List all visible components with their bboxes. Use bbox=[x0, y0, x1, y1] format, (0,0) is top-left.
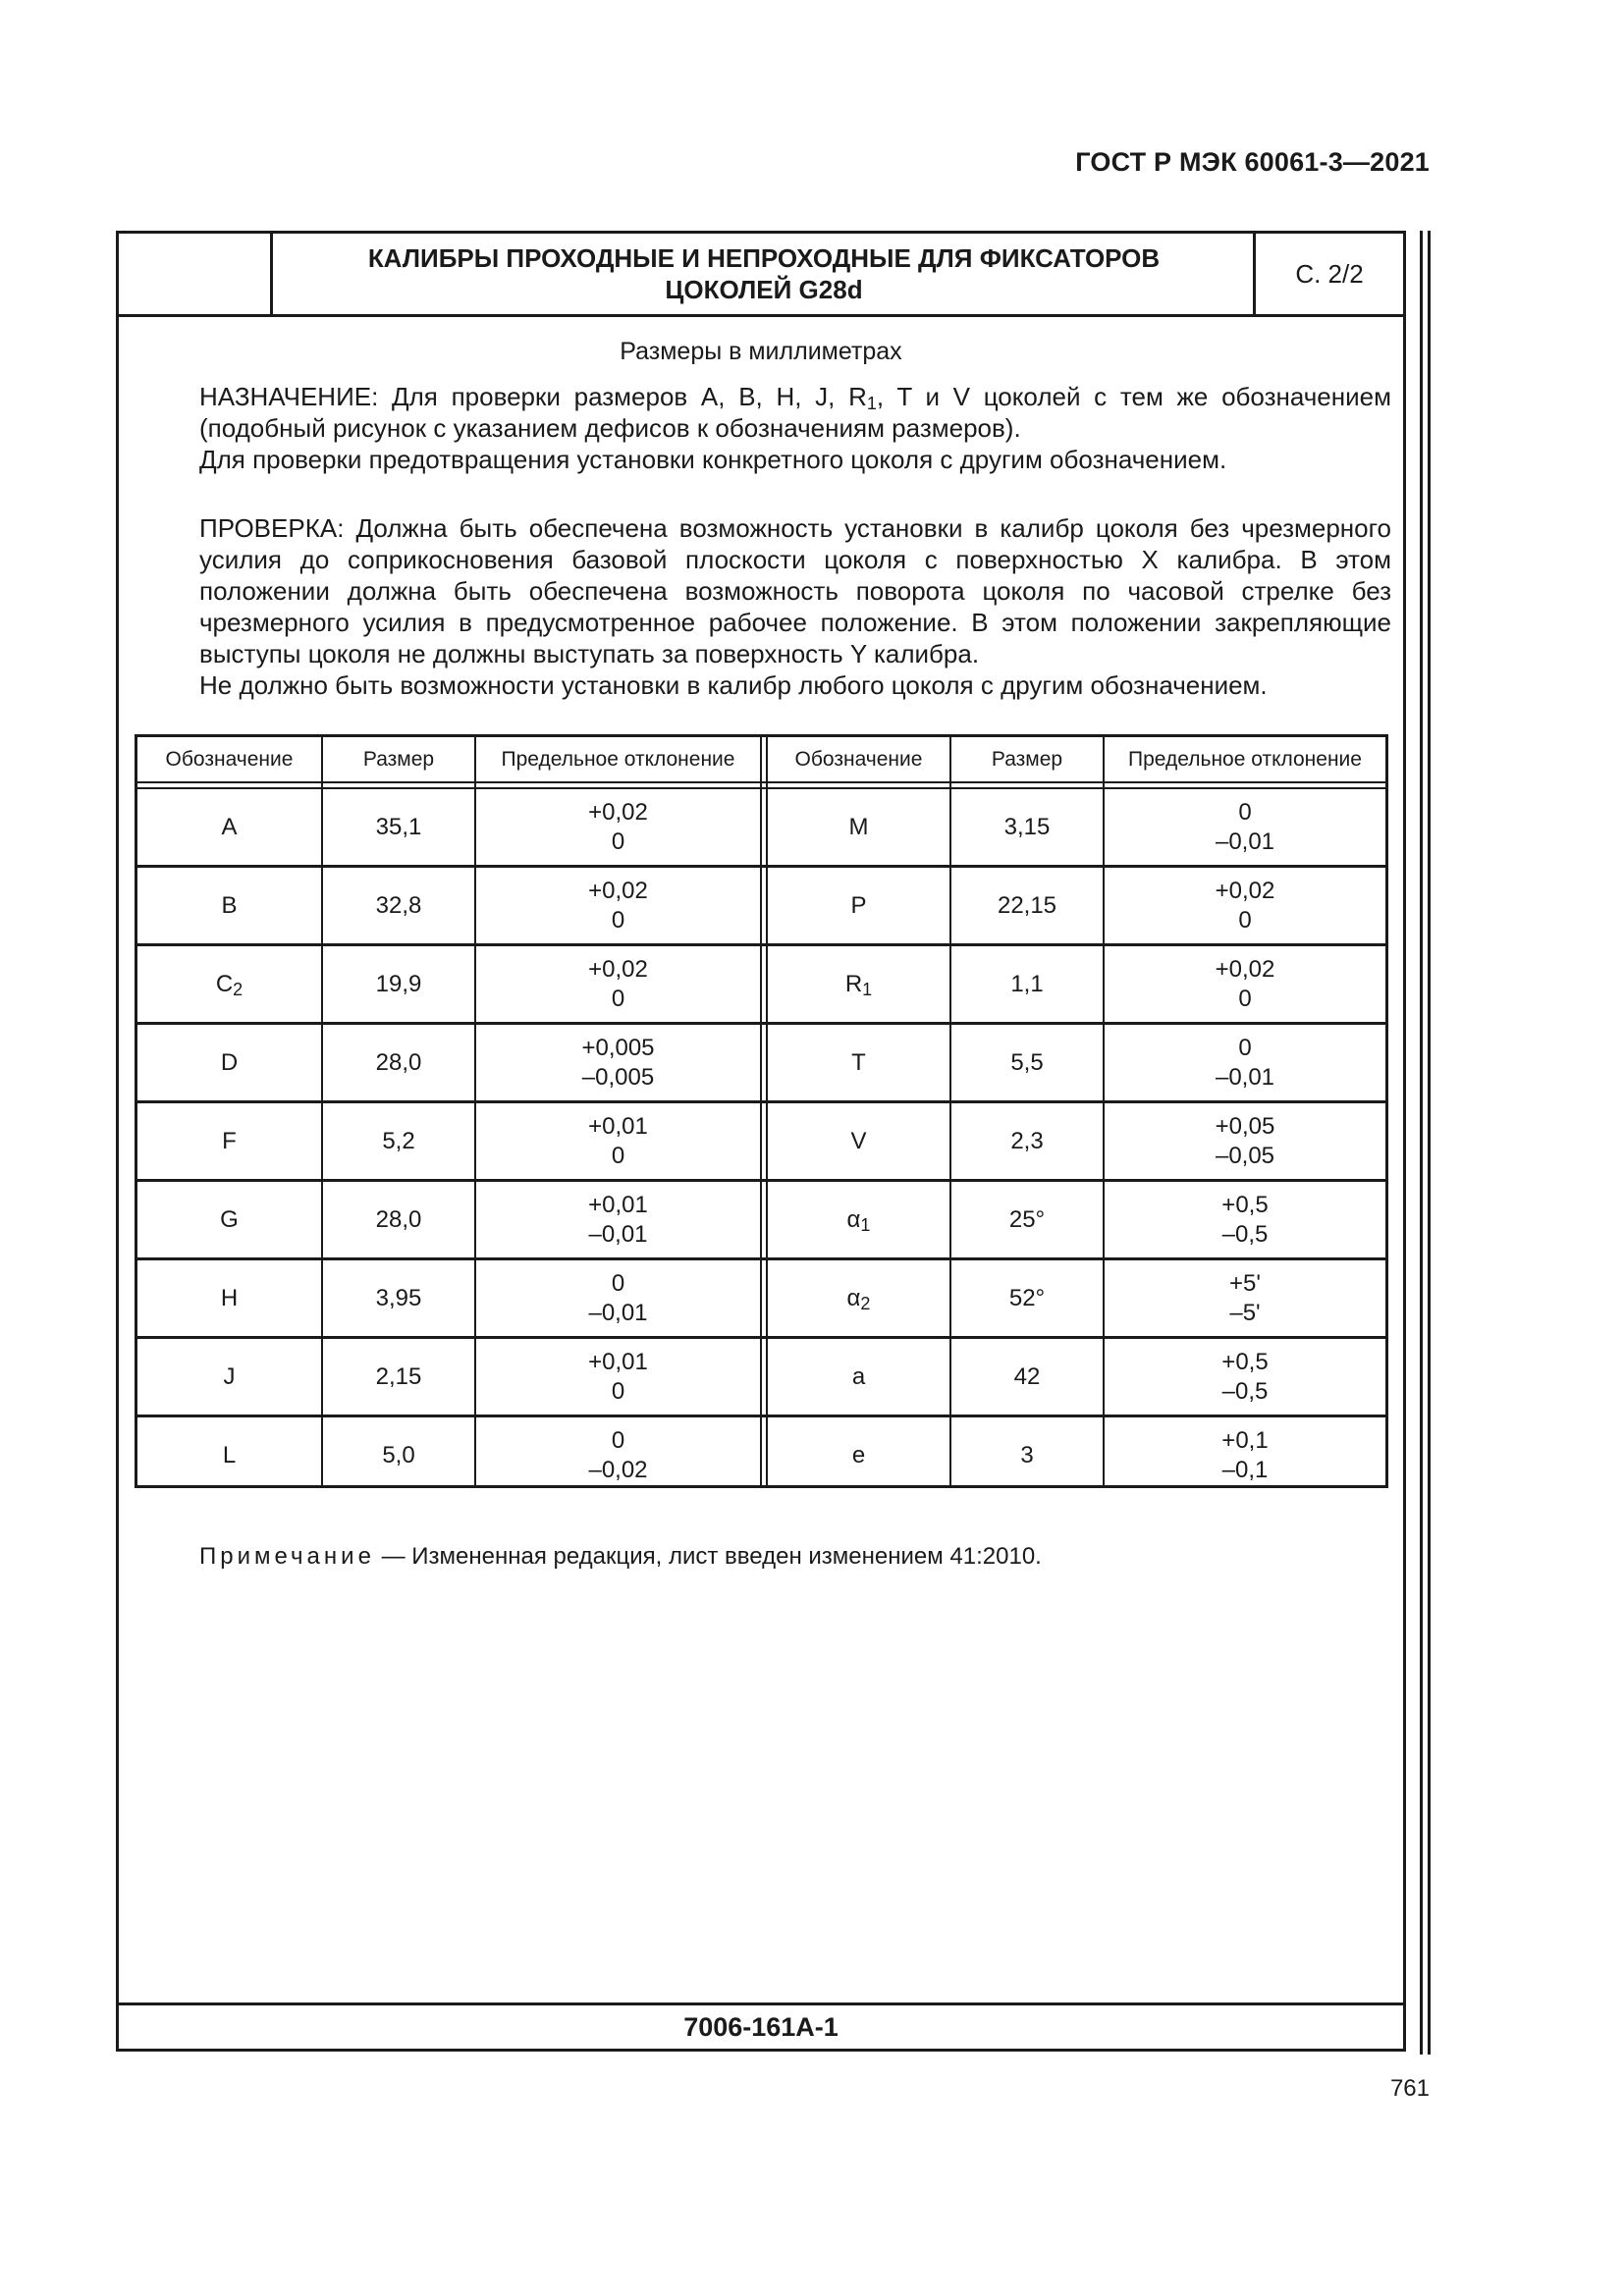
size-cell: 2,3 bbox=[1010, 1127, 1044, 1154]
header-designation: Обозначение bbox=[165, 747, 294, 771]
designation-symbol: L bbox=[222, 1441, 237, 1468]
tolerance-lower: 0 bbox=[1238, 985, 1252, 1012]
sheet-footer-code: 7006-161A-1 bbox=[119, 2002, 1403, 2049]
size-cell: 32,8 bbox=[375, 891, 422, 919]
note-text: — Измененная редакция, лист введен изменением 41:2010. bbox=[374, 1543, 1042, 1570]
designation-symbol: M bbox=[848, 813, 869, 840]
tolerance-cell bbox=[476, 946, 760, 1022]
tolerance-cell bbox=[476, 868, 760, 943]
tolerance-lower: –0,1 bbox=[1221, 1456, 1269, 1483]
tolerance-upper: 0 bbox=[611, 1426, 625, 1454]
designation-cell bbox=[768, 946, 949, 1022]
designation-cell bbox=[137, 1182, 321, 1257]
designation-symbol: α bbox=[846, 1205, 861, 1233]
tolerance-cell bbox=[1105, 1260, 1385, 1336]
dimensions-table bbox=[135, 734, 1388, 1488]
designation-symbol: H bbox=[220, 1284, 239, 1311]
designation-symbol: B bbox=[221, 891, 238, 919]
note bbox=[199, 1543, 1042, 1571]
tolerance-lower: 0 bbox=[611, 1377, 625, 1405]
tolerance-lower: –0,005 bbox=[581, 1063, 655, 1091]
tolerance-cell bbox=[1105, 1182, 1385, 1257]
tolerance-lower: 0 bbox=[611, 906, 625, 934]
tolerance-upper: +0,01 bbox=[588, 1348, 648, 1375]
size-cell: 28,0 bbox=[375, 1205, 422, 1233]
tolerance-cell bbox=[1105, 1025, 1385, 1100]
tolerance-upper: +0,05 bbox=[1215, 1112, 1275, 1140]
designation-symbol: A bbox=[221, 813, 238, 840]
purpose-paragraph: НАЗНАЧЕНИЕ: Для проверки размеров A, B, H, J, $R_1$, T и V цоколей с тем же обозначением (подобный рисунок с указанием дефисов к обозначениям размеров). bbox=[199, 382, 1391, 443]
check-section bbox=[133, 512, 1391, 701]
tolerance-upper: 0 bbox=[1238, 798, 1252, 826]
designation-symbol: C bbox=[215, 970, 234, 997]
size-cell: 3,15 bbox=[1003, 813, 1051, 840]
purpose-paragraph-2: Для проверки предотвращения установки конкретного цоколя с другим обозначением. bbox=[199, 445, 1227, 474]
tolerance-cell bbox=[1105, 868, 1385, 943]
tolerance-upper: +0,005 bbox=[581, 1034, 655, 1061]
tolerance-upper: +0,02 bbox=[588, 955, 648, 983]
tolerance-lower: –0,5 bbox=[1221, 1377, 1269, 1405]
tolerance-cell bbox=[476, 789, 760, 865]
sheet-title-line1: КАЛИБРЫ ПРОХОДНЫЕ И НЕПРОХОДНЫЕ ДЛЯ ФИКСАТОРОВ bbox=[367, 243, 1161, 273]
designation-cell bbox=[137, 1260, 321, 1336]
sheet-number: С. 2/2 bbox=[1253, 234, 1403, 314]
tolerance-lower: –0,01 bbox=[1215, 828, 1275, 855]
size-cell: 3,95 bbox=[375, 1284, 422, 1311]
tolerance-upper: 0 bbox=[611, 1269, 625, 1297]
tolerance-lower: –0,01 bbox=[1215, 1063, 1275, 1091]
size-cell: 3 bbox=[1020, 1441, 1034, 1468]
designation-symbol: G bbox=[220, 1205, 239, 1233]
tolerance-cell bbox=[1105, 946, 1385, 1022]
tolerance-cell bbox=[1105, 1103, 1385, 1179]
purpose-section bbox=[133, 381, 1391, 475]
size-cell: 28,0 bbox=[375, 1048, 422, 1076]
tolerance-lower: –0,05 bbox=[1215, 1142, 1275, 1169]
tolerance-cell bbox=[1105, 1417, 1385, 1493]
tolerance-upper: 0 bbox=[1238, 1034, 1252, 1061]
designation-subscript: 2 bbox=[233, 979, 244, 999]
size-cell: 1,1 bbox=[1010, 970, 1044, 997]
designation-subscript: 1 bbox=[860, 1214, 871, 1235]
size-cell: 22,15 bbox=[997, 891, 1057, 919]
tolerance-lower: 0 bbox=[1238, 906, 1252, 934]
check-paragraph-2: Не должно быть возможности установки в калибр любого цоколя с другим обозначением. bbox=[199, 670, 1268, 700]
frame-side-line bbox=[1420, 231, 1423, 2055]
designation-symbol: α bbox=[846, 1284, 861, 1311]
designation-cell bbox=[768, 1182, 949, 1257]
title-block bbox=[119, 234, 1403, 317]
designation-cell bbox=[137, 1103, 321, 1179]
designation-cell bbox=[137, 946, 321, 1022]
tolerance-upper: +0,02 bbox=[588, 798, 648, 826]
designation-cell bbox=[137, 868, 321, 943]
sheet-title bbox=[273, 234, 1255, 314]
tolerance-upper: +0,5 bbox=[1221, 1191, 1269, 1218]
size-cell: 42 bbox=[1013, 1362, 1041, 1390]
size-cell: 5,0 bbox=[382, 1441, 415, 1468]
designation-symbol: R bbox=[844, 970, 863, 997]
header-designation-2: Обозначение bbox=[794, 747, 923, 771]
designation-symbol: P bbox=[850, 891, 867, 919]
designation-cell bbox=[768, 1103, 949, 1179]
tolerance-cell bbox=[476, 1339, 760, 1415]
designation-subscript: 2 bbox=[860, 1293, 871, 1313]
tolerance-upper: +0,5 bbox=[1221, 1348, 1269, 1375]
tolerance-cell bbox=[476, 1103, 760, 1179]
designation-cell bbox=[137, 1025, 321, 1100]
tolerance-cell bbox=[476, 1025, 760, 1100]
tolerance-lower: –0,01 bbox=[588, 1299, 648, 1326]
designation-symbol: e bbox=[851, 1441, 866, 1468]
designation-symbol: D bbox=[220, 1048, 239, 1076]
designation-symbol: J bbox=[223, 1362, 236, 1390]
tolerance-lower: –0,02 bbox=[588, 1456, 648, 1483]
tolerance-cell bbox=[476, 1260, 760, 1336]
designation-cell bbox=[137, 789, 321, 865]
tolerance-lower: –5' bbox=[1229, 1299, 1261, 1326]
designation-cell bbox=[768, 1339, 949, 1415]
sheet-title-line2: ЦОКОЛЕЙ G28d bbox=[665, 275, 863, 304]
tolerance-lower: –0,01 bbox=[588, 1220, 648, 1248]
title-block-blank-cell bbox=[119, 234, 273, 314]
size-cell: 5,5 bbox=[1010, 1048, 1044, 1076]
tolerance-upper: +0,02 bbox=[1215, 955, 1275, 983]
tolerance-cell bbox=[1105, 1339, 1385, 1415]
tolerance-upper: +0,02 bbox=[1215, 877, 1275, 904]
tolerance-upper: +0,01 bbox=[588, 1112, 648, 1140]
designation-cell bbox=[768, 868, 949, 943]
designation-cell bbox=[768, 1025, 949, 1100]
tolerance-cell bbox=[1105, 789, 1385, 865]
designation-cell bbox=[137, 1339, 321, 1415]
note-label: Примечание bbox=[199, 1543, 375, 1570]
tolerance-upper: +0,1 bbox=[1221, 1426, 1269, 1454]
page-number: 761 bbox=[1389, 2075, 1430, 2102]
size-cell: 19,9 bbox=[375, 970, 422, 997]
header-size: Размер bbox=[362, 747, 435, 771]
designation-symbol: V bbox=[850, 1127, 867, 1154]
size-cell: 52° bbox=[1008, 1284, 1046, 1311]
tolerance-upper: +0,01 bbox=[588, 1191, 648, 1218]
designation-cell bbox=[768, 1260, 949, 1336]
header-tolerance: Предельное отклонение bbox=[501, 747, 735, 771]
header-size-2: Размер bbox=[991, 747, 1063, 771]
header-tolerance-2: Предельное отклонение bbox=[1128, 747, 1362, 771]
designation-cell bbox=[768, 789, 949, 865]
document-code: ГОСТ Р МЭК 60061-3—2021 bbox=[1075, 147, 1430, 177]
tolerance-cell bbox=[476, 1182, 760, 1257]
tolerance-cell bbox=[476, 1417, 760, 1493]
tolerance-upper: +5' bbox=[1229, 1269, 1261, 1297]
tolerance-lower: 0 bbox=[611, 828, 625, 855]
tolerance-lower: 0 bbox=[611, 985, 625, 1012]
frame-side-line bbox=[1428, 231, 1431, 2055]
designation-symbol: F bbox=[222, 1127, 237, 1154]
tolerance-lower: –0,5 bbox=[1221, 1220, 1269, 1248]
tolerance-upper: +0,02 bbox=[588, 877, 648, 904]
check-paragraph: ПРОВЕРКА: Должна быть обеспечена возможность установки в калибр цоколя без чрезмерного усилия до соприкосновения базовой плоскости цоколя с поверхностью X калибра. В этом положении должна быть обеспечена возможность поворота цоколя по часовой стрелке без чрезмерного усилия в предусмотренное рабочее положение. В этом положении закрепляющие выступы цоколя не должны выступать за поверхность Y калибра. bbox=[199, 513, 1391, 668]
table-hline bbox=[137, 781, 1385, 783]
designation-subscript: 1 bbox=[862, 979, 873, 999]
designation-cell bbox=[137, 1417, 321, 1493]
table-vline bbox=[760, 737, 762, 1485]
size-cell: 25° bbox=[1008, 1205, 1046, 1233]
tolerance-lower: 0 bbox=[611, 1142, 625, 1169]
size-cell: 5,2 bbox=[382, 1127, 415, 1154]
dimensions-note: Размеры в миллиметрах bbox=[620, 338, 902, 365]
size-cell: 2,15 bbox=[375, 1362, 422, 1390]
designation-symbol: T bbox=[851, 1048, 866, 1076]
size-cell: 35,1 bbox=[375, 813, 422, 840]
designation-cell bbox=[768, 1417, 949, 1493]
designation-symbol: a bbox=[851, 1362, 866, 1390]
